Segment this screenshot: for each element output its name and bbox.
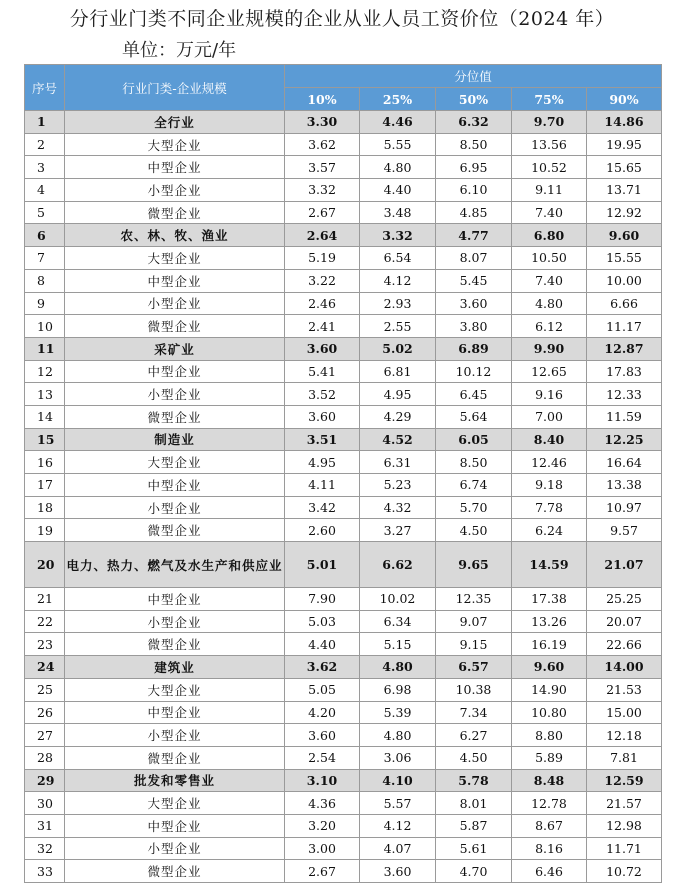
cell-p50: 6.45 — [436, 383, 512, 406]
cell-p90: 12.33 — [587, 383, 662, 406]
cell-p90: 14.86 — [587, 111, 662, 134]
cell-p25: 6.98 — [360, 678, 436, 701]
cell-p90: 22.66 — [587, 633, 662, 656]
cell-p75: 17.38 — [512, 588, 587, 611]
cell-p25: 4.10 — [360, 769, 436, 792]
table-row — [25, 837, 662, 860]
row-number: 9 — [25, 292, 65, 315]
cell-p25: 4.80 — [360, 656, 436, 679]
cell-p75: 7.00 — [512, 405, 587, 428]
row-category: 微型企业 — [65, 315, 285, 338]
cell-p75: 5.89 — [512, 746, 587, 769]
row-number: 11 — [25, 337, 65, 360]
table-row — [25, 496, 662, 519]
row-number: 25 — [25, 678, 65, 701]
cell-p75: 16.19 — [512, 633, 587, 656]
table-row — [25, 451, 662, 474]
cell-p25: 4.40 — [360, 179, 436, 202]
cell-p10: 2.60 — [285, 519, 360, 542]
cell-p10: 2.41 — [285, 315, 360, 338]
row-number: 7 — [25, 247, 65, 270]
cell-p10: 7.90 — [285, 588, 360, 611]
cell-p90: 11.59 — [587, 405, 662, 428]
row-category: 大型企业 — [65, 792, 285, 815]
cell-p90: 13.38 — [587, 474, 662, 497]
row-number: 26 — [25, 701, 65, 724]
cell-p10: 3.30 — [285, 111, 360, 134]
cell-p25: 6.54 — [360, 247, 436, 270]
cell-p90: 10.72 — [587, 860, 662, 883]
cell-p90: 15.65 — [587, 156, 662, 179]
cell-p50: 6.89 — [436, 337, 512, 360]
row-category: 微型企业 — [65, 405, 285, 428]
row-number: 21 — [25, 588, 65, 611]
cell-p50: 3.60 — [436, 292, 512, 315]
cell-p75: 6.46 — [512, 860, 587, 883]
cell-p10: 3.22 — [285, 269, 360, 292]
cell-p75: 14.90 — [512, 678, 587, 701]
cell-p25: 4.32 — [360, 496, 436, 519]
row-category: 微型企业 — [65, 201, 285, 224]
cell-p75: 12.78 — [512, 792, 587, 815]
cell-p75: 6.80 — [512, 224, 587, 247]
row-number: 22 — [25, 610, 65, 633]
table-row — [25, 542, 662, 588]
cell-p10: 4.95 — [285, 451, 360, 474]
table-row — [25, 405, 662, 428]
row-number: 23 — [25, 633, 65, 656]
cell-p90: 12.59 — [587, 769, 662, 792]
cell-p75: 9.70 — [512, 111, 587, 134]
cell-p25: 5.55 — [360, 133, 436, 156]
cell-p90: 9.57 — [587, 519, 662, 542]
cell-p25: 4.80 — [360, 724, 436, 747]
cell-p25: 6.34 — [360, 610, 436, 633]
cell-p90: 21.07 — [587, 542, 662, 588]
row-number: 4 — [25, 179, 65, 202]
cell-p50: 6.32 — [436, 111, 512, 134]
row-number: 15 — [25, 428, 65, 451]
cell-p50: 10.12 — [436, 360, 512, 383]
table-row — [25, 656, 662, 679]
cell-p25: 6.81 — [360, 360, 436, 383]
cell-p50: 8.50 — [436, 451, 512, 474]
table-row — [25, 610, 662, 633]
cell-p25: 4.46 — [360, 111, 436, 134]
row-category: 小型企业 — [65, 610, 285, 633]
cell-p75: 10.50 — [512, 247, 587, 270]
cell-p75: 9.18 — [512, 474, 587, 497]
cell-p90: 12.98 — [587, 814, 662, 837]
cell-p50: 8.50 — [436, 133, 512, 156]
cell-p10: 3.60 — [285, 724, 360, 747]
row-number: 20 — [25, 542, 65, 588]
row-category: 大型企业 — [65, 451, 285, 474]
table-body — [25, 111, 662, 883]
cell-p25: 4.12 — [360, 269, 436, 292]
cell-p10: 2.46 — [285, 292, 360, 315]
cell-p90: 12.25 — [587, 428, 662, 451]
cell-p90: 17.83 — [587, 360, 662, 383]
row-number: 29 — [25, 769, 65, 792]
row-category: 中型企业 — [65, 474, 285, 497]
row-number: 31 — [25, 814, 65, 837]
header-p25: 25% — [360, 88, 436, 111]
row-category: 微型企业 — [65, 746, 285, 769]
row-number: 28 — [25, 746, 65, 769]
cell-p50: 9.65 — [436, 542, 512, 588]
cell-p75: 9.60 — [512, 656, 587, 679]
cell-p10: 3.51 — [285, 428, 360, 451]
table-row — [25, 337, 662, 360]
cell-p25: 2.93 — [360, 292, 436, 315]
cell-p50: 6.10 — [436, 179, 512, 202]
table-row — [25, 360, 662, 383]
row-number: 12 — [25, 360, 65, 383]
row-category: 小型企业 — [65, 496, 285, 519]
cell-p10: 3.00 — [285, 837, 360, 860]
cell-p10: 3.10 — [285, 769, 360, 792]
table-row — [25, 111, 662, 134]
table-row — [25, 633, 662, 656]
row-number: 2 — [25, 133, 65, 156]
cell-p10: 5.01 — [285, 542, 360, 588]
cell-p10: 3.60 — [285, 405, 360, 428]
cell-p75: 6.12 — [512, 315, 587, 338]
cell-p10: 2.64 — [285, 224, 360, 247]
cell-p90: 10.97 — [587, 496, 662, 519]
header-p90: 90% — [587, 88, 662, 111]
cell-p75: 12.46 — [512, 451, 587, 474]
row-number: 10 — [25, 315, 65, 338]
cell-p75: 9.11 — [512, 179, 587, 202]
cell-p10: 2.67 — [285, 201, 360, 224]
table-row — [25, 383, 662, 406]
wage-table — [24, 64, 662, 883]
cell-p75: 8.67 — [512, 814, 587, 837]
cell-p75: 13.26 — [512, 610, 587, 633]
table-row — [25, 792, 662, 815]
row-category: 大型企业 — [65, 133, 285, 156]
table-row — [25, 724, 662, 747]
table-row — [25, 224, 662, 247]
cell-p10: 3.57 — [285, 156, 360, 179]
row-category: 制造业 — [65, 428, 285, 451]
cell-p10: 3.60 — [285, 337, 360, 360]
table-header — [25, 65, 662, 111]
row-category: 微型企业 — [65, 633, 285, 656]
row-category: 农、林、牧、渔业 — [65, 224, 285, 247]
cell-p25: 3.27 — [360, 519, 436, 542]
cell-p90: 20.07 — [587, 610, 662, 633]
cell-p10: 4.20 — [285, 701, 360, 724]
cell-p50: 6.57 — [436, 656, 512, 679]
row-number: 17 — [25, 474, 65, 497]
cell-p90: 12.92 — [587, 201, 662, 224]
cell-p50: 5.70 — [436, 496, 512, 519]
cell-p90: 15.55 — [587, 247, 662, 270]
header-p75: 75% — [512, 88, 587, 111]
row-category: 中型企业 — [65, 360, 285, 383]
cell-p25: 2.55 — [360, 315, 436, 338]
cell-p50: 8.07 — [436, 247, 512, 270]
row-number: 16 — [25, 451, 65, 474]
cell-p50: 6.05 — [436, 428, 512, 451]
cell-p75: 8.16 — [512, 837, 587, 860]
row-number: 13 — [25, 383, 65, 406]
header-seq: 序号 — [25, 65, 65, 111]
table-row — [25, 201, 662, 224]
cell-p75: 13.56 — [512, 133, 587, 156]
table-row — [25, 156, 662, 179]
cell-p10: 3.52 — [285, 383, 360, 406]
row-category: 建筑业 — [65, 656, 285, 679]
cell-p50: 5.61 — [436, 837, 512, 860]
cell-p75: 7.78 — [512, 496, 587, 519]
row-number: 5 — [25, 201, 65, 224]
row-category: 小型企业 — [65, 837, 285, 860]
cell-p50: 4.70 — [436, 860, 512, 883]
cell-p75: 7.40 — [512, 269, 587, 292]
cell-p75: 7.40 — [512, 201, 587, 224]
cell-p50: 4.85 — [436, 201, 512, 224]
table-row — [25, 814, 662, 837]
row-category: 全行业 — [65, 111, 285, 134]
page-title: 分行业门类不同企业规模的企业从业人员工资价位（2024 年） — [69, 8, 615, 30]
table-row — [25, 746, 662, 769]
cell-p75: 9.16 — [512, 383, 587, 406]
row-category: 电力、热力、燃气及水生产和供应业 — [65, 542, 285, 588]
cell-p10: 4.40 — [285, 633, 360, 656]
cell-p90: 15.00 — [587, 701, 662, 724]
cell-p50: 5.64 — [436, 405, 512, 428]
row-category: 中型企业 — [65, 701, 285, 724]
cell-p50: 6.95 — [436, 156, 512, 179]
cell-p75: 14.59 — [512, 542, 587, 588]
row-number: 18 — [25, 496, 65, 519]
cell-p50: 8.01 — [436, 792, 512, 815]
cell-p50: 4.50 — [436, 746, 512, 769]
row-category: 小型企业 — [65, 724, 285, 747]
cell-p10: 5.41 — [285, 360, 360, 383]
cell-p25: 3.06 — [360, 746, 436, 769]
cell-p10: 3.20 — [285, 814, 360, 837]
row-category: 中型企业 — [65, 588, 285, 611]
cell-p10: 3.62 — [285, 133, 360, 156]
row-category: 批发和零售业 — [65, 769, 285, 792]
cell-p25: 4.29 — [360, 405, 436, 428]
row-number: 24 — [25, 656, 65, 679]
row-number: 30 — [25, 792, 65, 815]
row-number: 33 — [25, 860, 65, 883]
cell-p90: 16.64 — [587, 451, 662, 474]
cell-p75: 4.80 — [512, 292, 587, 315]
table-row — [25, 678, 662, 701]
row-number: 27 — [25, 724, 65, 747]
cell-p90: 19.95 — [587, 133, 662, 156]
cell-p75: 6.24 — [512, 519, 587, 542]
cell-p10: 4.36 — [285, 792, 360, 815]
cell-p25: 6.62 — [360, 542, 436, 588]
row-number: 3 — [25, 156, 65, 179]
cell-p50: 5.87 — [436, 814, 512, 837]
cell-p10: 3.32 — [285, 179, 360, 202]
row-category: 中型企业 — [65, 269, 285, 292]
cell-p10: 3.62 — [285, 656, 360, 679]
row-category: 采矿业 — [65, 337, 285, 360]
cell-p50: 10.38 — [436, 678, 512, 701]
header-p10: 10% — [285, 88, 360, 111]
row-category: 小型企业 — [65, 383, 285, 406]
header-percentile: 分位值 — [285, 65, 662, 88]
cell-p50: 12.35 — [436, 588, 512, 611]
row-category: 大型企业 — [65, 678, 285, 701]
row-category: 大型企业 — [65, 247, 285, 270]
cell-p75: 8.80 — [512, 724, 587, 747]
table-row — [25, 133, 662, 156]
cell-p90: 12.18 — [587, 724, 662, 747]
cell-p10: 3.42 — [285, 496, 360, 519]
cell-p25: 6.31 — [360, 451, 436, 474]
table-row — [25, 860, 662, 883]
cell-p50: 9.07 — [436, 610, 512, 633]
cell-p25: 5.39 — [360, 701, 436, 724]
cell-p90: 11.71 — [587, 837, 662, 860]
cell-p25: 4.80 — [360, 156, 436, 179]
row-number: 19 — [25, 519, 65, 542]
cell-p50: 6.27 — [436, 724, 512, 747]
cell-p25: 4.52 — [360, 428, 436, 451]
cell-p10: 5.19 — [285, 247, 360, 270]
header-category: 行业门类-企业规模 — [65, 65, 285, 111]
cell-p10: 2.67 — [285, 860, 360, 883]
cell-p90: 21.57 — [587, 792, 662, 815]
table-row — [25, 701, 662, 724]
cell-p75: 8.48 — [512, 769, 587, 792]
cell-p25: 3.48 — [360, 201, 436, 224]
cell-p90: 9.60 — [587, 224, 662, 247]
cell-p75: 9.90 — [512, 337, 587, 360]
row-number: 1 — [25, 111, 65, 134]
table-row — [25, 179, 662, 202]
cell-p25: 3.32 — [360, 224, 436, 247]
cell-p25: 5.57 — [360, 792, 436, 815]
header-p50: 50% — [436, 88, 512, 111]
cell-p50: 5.78 — [436, 769, 512, 792]
row-number: 8 — [25, 269, 65, 292]
cell-p10: 5.05 — [285, 678, 360, 701]
row-category: 中型企业 — [65, 814, 285, 837]
cell-p75: 10.52 — [512, 156, 587, 179]
table-row — [25, 428, 662, 451]
cell-p90: 13.71 — [587, 179, 662, 202]
row-category: 小型企业 — [65, 292, 285, 315]
cell-p25: 4.12 — [360, 814, 436, 837]
cell-p25: 4.07 — [360, 837, 436, 860]
cell-p50: 3.80 — [436, 315, 512, 338]
table-row — [25, 769, 662, 792]
cell-p10: 4.11 — [285, 474, 360, 497]
cell-p75: 10.80 — [512, 701, 587, 724]
table-row — [25, 292, 662, 315]
cell-p50: 9.15 — [436, 633, 512, 656]
cell-p50: 4.77 — [436, 224, 512, 247]
table-row — [25, 315, 662, 338]
cell-p50: 4.50 — [436, 519, 512, 542]
cell-p25: 3.60 — [360, 860, 436, 883]
cell-p90: 21.53 — [587, 678, 662, 701]
table-row — [25, 269, 662, 292]
cell-p25: 4.95 — [360, 383, 436, 406]
cell-p50: 5.45 — [436, 269, 512, 292]
table-row — [25, 474, 662, 497]
cell-p90: 12.87 — [587, 337, 662, 360]
cell-p25: 5.23 — [360, 474, 436, 497]
cell-p50: 7.34 — [436, 701, 512, 724]
cell-p75: 8.40 — [512, 428, 587, 451]
cell-p25: 5.02 — [360, 337, 436, 360]
row-category: 中型企业 — [65, 156, 285, 179]
cell-p50: 6.74 — [436, 474, 512, 497]
cell-p90: 25.25 — [587, 588, 662, 611]
table-row — [25, 519, 662, 542]
table-row — [25, 247, 662, 270]
cell-p75: 12.65 — [512, 360, 587, 383]
cell-p10: 2.54 — [285, 746, 360, 769]
cell-p90: 6.66 — [587, 292, 662, 315]
row-category: 小型企业 — [65, 179, 285, 202]
row-number: 32 — [25, 837, 65, 860]
cell-p10: 5.03 — [285, 610, 360, 633]
row-number: 14 — [25, 405, 65, 428]
cell-p25: 10.02 — [360, 588, 436, 611]
cell-p90: 7.81 — [587, 746, 662, 769]
row-number: 6 — [25, 224, 65, 247]
row-category: 微型企业 — [65, 519, 285, 542]
cell-p90: 11.17 — [587, 315, 662, 338]
unit-label: 单位：万元/年 — [122, 40, 237, 61]
table-row — [25, 588, 662, 611]
cell-p90: 10.00 — [587, 269, 662, 292]
cell-p90: 14.00 — [587, 656, 662, 679]
row-category: 微型企业 — [65, 860, 285, 883]
cell-p25: 5.15 — [360, 633, 436, 656]
